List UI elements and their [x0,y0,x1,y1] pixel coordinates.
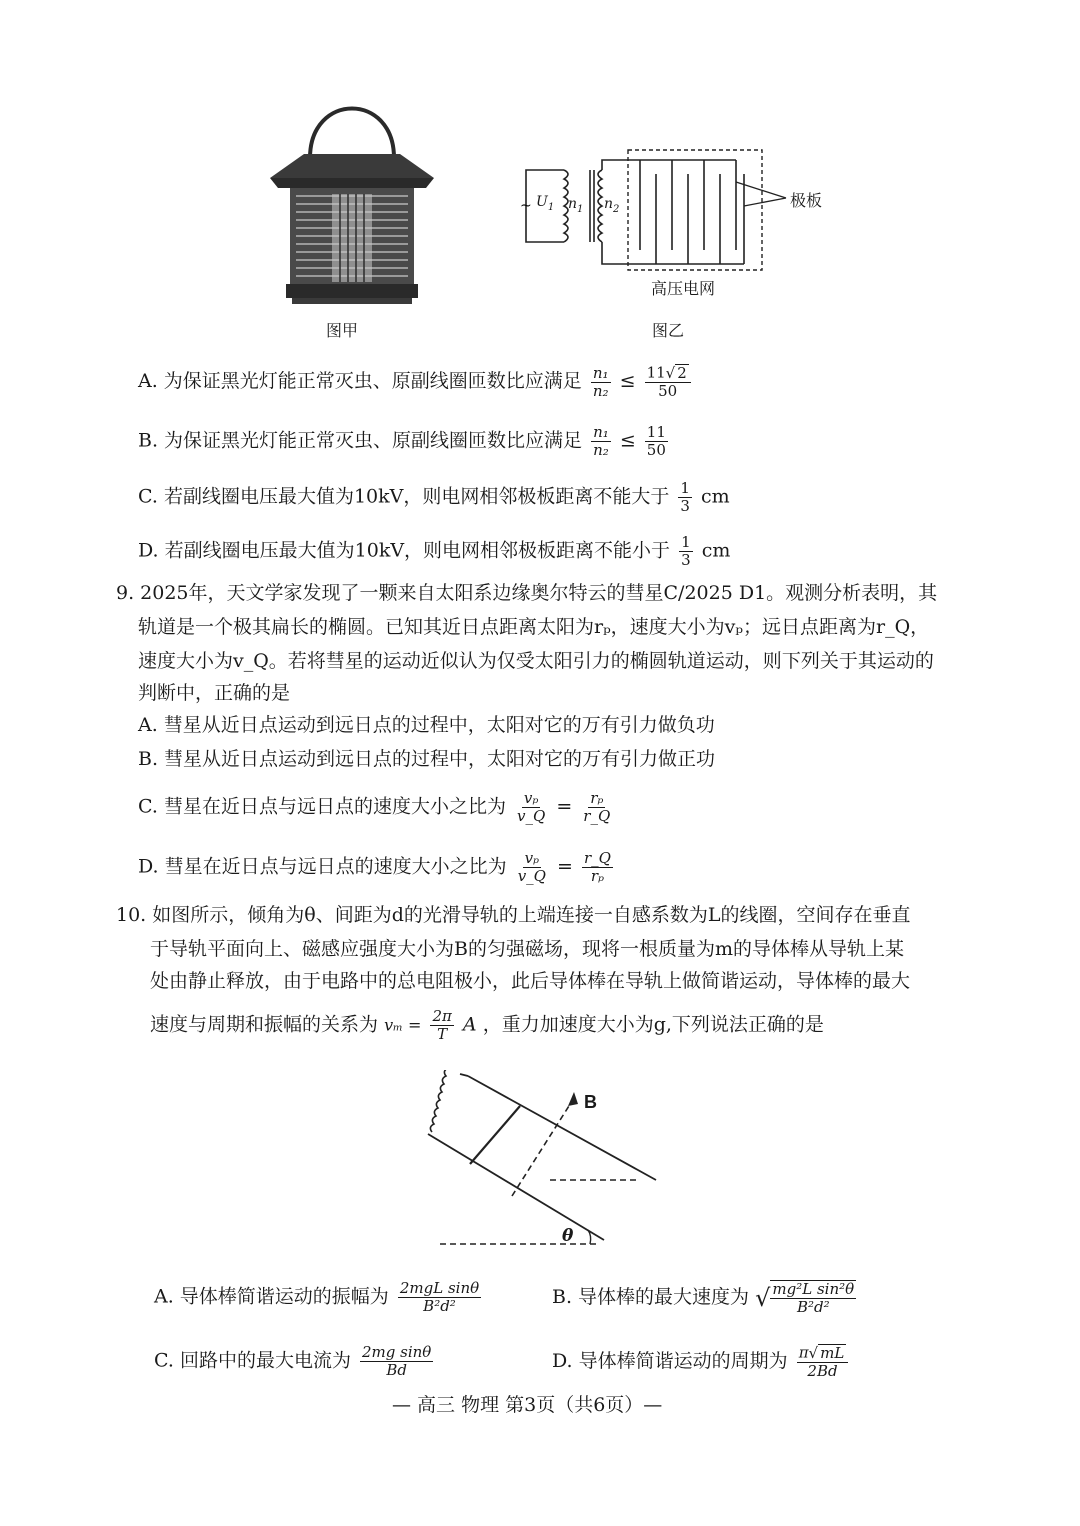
q8-c-unit: cm [701,485,730,508]
q10-line4-b: ，重力加速度大小为g,下列说法正确的是 [482,1013,824,1036]
q8-a-num: n₁ [592,363,609,382]
q10-line4-den: T [437,1025,448,1043]
label-u1: U [536,194,548,210]
q9-d-lnum: vₚ [524,849,540,867]
q10-b-num: mg²L sin²θ [772,1280,855,1298]
q9-c-rden: r_Q [583,807,611,825]
q10-stem-line1: 10. 如图所示，倾角为θ、间距为d的光滑导轨的上端连接一自感系数为L的线圈，空间存在垂直 [116,904,911,926]
q8-d-unit: cm [701,539,731,562]
label-B: B [584,1092,597,1112]
q10-d-den: 2Bd [807,1362,838,1380]
q8-d-num: 1 [681,533,691,551]
label-n2: n [604,196,614,212]
q8-option-a[interactable]: A. 为保证黑光灯能正常灭虫、原副线圈匝数比应满足 $\frac{\text{n₁}}{\text{n₂}}$ ≤ 11√ 2 50 [138,364,694,400]
q10-stem-line3: 处由静止释放，由于电路中的总电阻极小，此后导体棒在导轨上做简谐运动，导体棒的最大 [150,970,911,992]
q9-stem-line3: 速度大小为v_Q。若将彗星的运动近似认为仅受太阳引力的椭圆轨道运动，则下列关于其运动的 [138,650,934,672]
rails-diagram [420,1070,660,1252]
q9-c-lden: v_Q [517,807,546,825]
q8-b-rel: ≤ [619,429,636,452]
label-n2-sub: 2 [613,203,620,215]
q10-line4-A: A [462,1013,477,1036]
q8-a-rel: ≤ [619,370,636,392]
q8-b-den: n₂ [593,441,609,459]
q10-option-a[interactable] [154,1280,484,1315]
q9-d-eq: = [557,855,573,878]
q8-a-rnum-a: 11 [646,363,666,382]
q9-d-text: D. 彗星在近日点与远日点的速度大小之比为 [138,855,507,878]
label-n1: n [568,196,578,212]
q8-c-den: 3 [680,497,690,515]
q10-d-text: D. 导体棒简谐运动的周期为 [552,1350,788,1372]
q8-option-c[interactable] [138,480,730,515]
q8-a-rnum-b: 2 [677,364,687,382]
q9-d-rden: rₚ [590,867,605,885]
q10-c-den: Bd [386,1361,407,1379]
q10-c-num: 2mg sinθ [362,1343,432,1361]
q10-b-text: B. 导体棒的最大速度为 [552,1286,750,1308]
q10-line4-num: 2π [432,1007,452,1025]
q8-a-rden: 50 [658,382,678,400]
q10-d-num-a: π [798,1343,809,1362]
q8-b-text: B. 为保证黑光灯能正常灭虫、原副线圈匝数比应满足 [138,429,583,452]
label-plate: 极板 [790,191,823,210]
q8-b-rden: 50 [646,441,666,459]
q8-option-b[interactable] [138,424,671,459]
q8-c-num: 1 [680,479,690,497]
q9-option-a[interactable]: A. 彗星从近日点运动到远日点的过程中，太阳对它的万有引力做负功 [138,714,715,736]
q10-a-den: B²d² [423,1297,456,1315]
figure-caption-yi: 图乙 [652,321,685,340]
lantern-image [262,96,442,312]
q10-stem-line2: 于导轨平面向上、磁感应强度大小为B的匀强磁场，现将一根质量为m的导体棒从导轨上某 [150,938,904,960]
q9-stem-line1: 9. 2025年，天文学家发现了一颗来自太阳系边缘奥尔特云的彗星C/2025 D1。观测分析表明，其 [116,582,938,604]
q9-option-d[interactable] [138,850,616,885]
q8-c-text: C. 若副线圈电压最大值为10kV，则电网相邻极板距离不能大于 [138,485,670,508]
q10-option-b[interactable]: B. 导体棒的最大速度为 √ $\frac{\text{mg²L sin²θ}}{\text{B²d²}}$ [552,1280,855,1316]
q10-b-den: B²d² [796,1298,830,1316]
q9-stem-line4: 判断中，正确的是 [138,682,291,704]
q9-option-b[interactable]: B. 彗星从近日点运动到远日点的过程中，太阳对它的万有引力做正功 [138,748,716,770]
label-theta: θ [562,1226,574,1246]
q10-stem-line4 [150,1008,824,1043]
q10-line4-a: 速度与周期和振幅的关系为 [150,1013,379,1036]
q9-c-lnum: vₚ [523,789,539,807]
q8-d-text: D. 若副线圈电压最大值为10kV，则电网相邻极板距离不能小于 [138,539,671,562]
label-high-voltage-grid: 高压电网 [651,279,716,298]
q10-a-num: 2mgL sinθ [399,1279,480,1297]
q8-a-text: A. 为保证黑光灯能正常灭虫、原副线圈匝数比应满足 [138,370,582,392]
q8-d-den: 3 [681,551,691,569]
svg-text:~: ~ [520,198,532,214]
q10-c-text: C. 回路中的最大电流为 [154,1349,351,1372]
q8-option-d[interactable] [138,534,730,569]
figure-inclined-rails [420,1070,660,1252]
q10-d-num-b: mL [820,1344,845,1362]
label-u1-sub: 1 [547,201,555,213]
q8-b-rnum: 11 [646,423,666,441]
q9-c-rnum: rₚ [590,789,604,807]
q8-a-den: n₂ [592,381,609,400]
q9-d-lden: v_Q [517,867,546,885]
label-n1-sub: 1 [577,203,584,215]
q9-d-rnum: r_Q [583,849,611,867]
q9-c-text: C. 彗星在近日点与远日点的速度大小之比为 [138,795,506,818]
figure-caption-jia: 图甲 [326,321,359,340]
q9-stem-line2: 轨道是一个极其扁长的椭圆。已知其近日点距离太阳为rₚ，速度大小为vₚ；远日点距离为r_Q， [138,616,930,638]
q8-b-num: n₁ [593,423,609,441]
q10-line4-vm: vₘ = [384,1015,422,1035]
q10-option-d[interactable]: D. 导体棒简谐运动的周期为 π√ mL 2Bd [552,1344,851,1380]
q9-option-c[interactable] [138,790,615,825]
figure-lantern [262,96,442,312]
q10-option-c[interactable] [154,1344,436,1379]
page-footer: — 高三 物理 第3页（共6页）— [392,1394,663,1416]
q9-c-eq: = [556,795,573,818]
q10-a-text: A. 导体棒简谐运动的振幅为 [154,1285,389,1308]
